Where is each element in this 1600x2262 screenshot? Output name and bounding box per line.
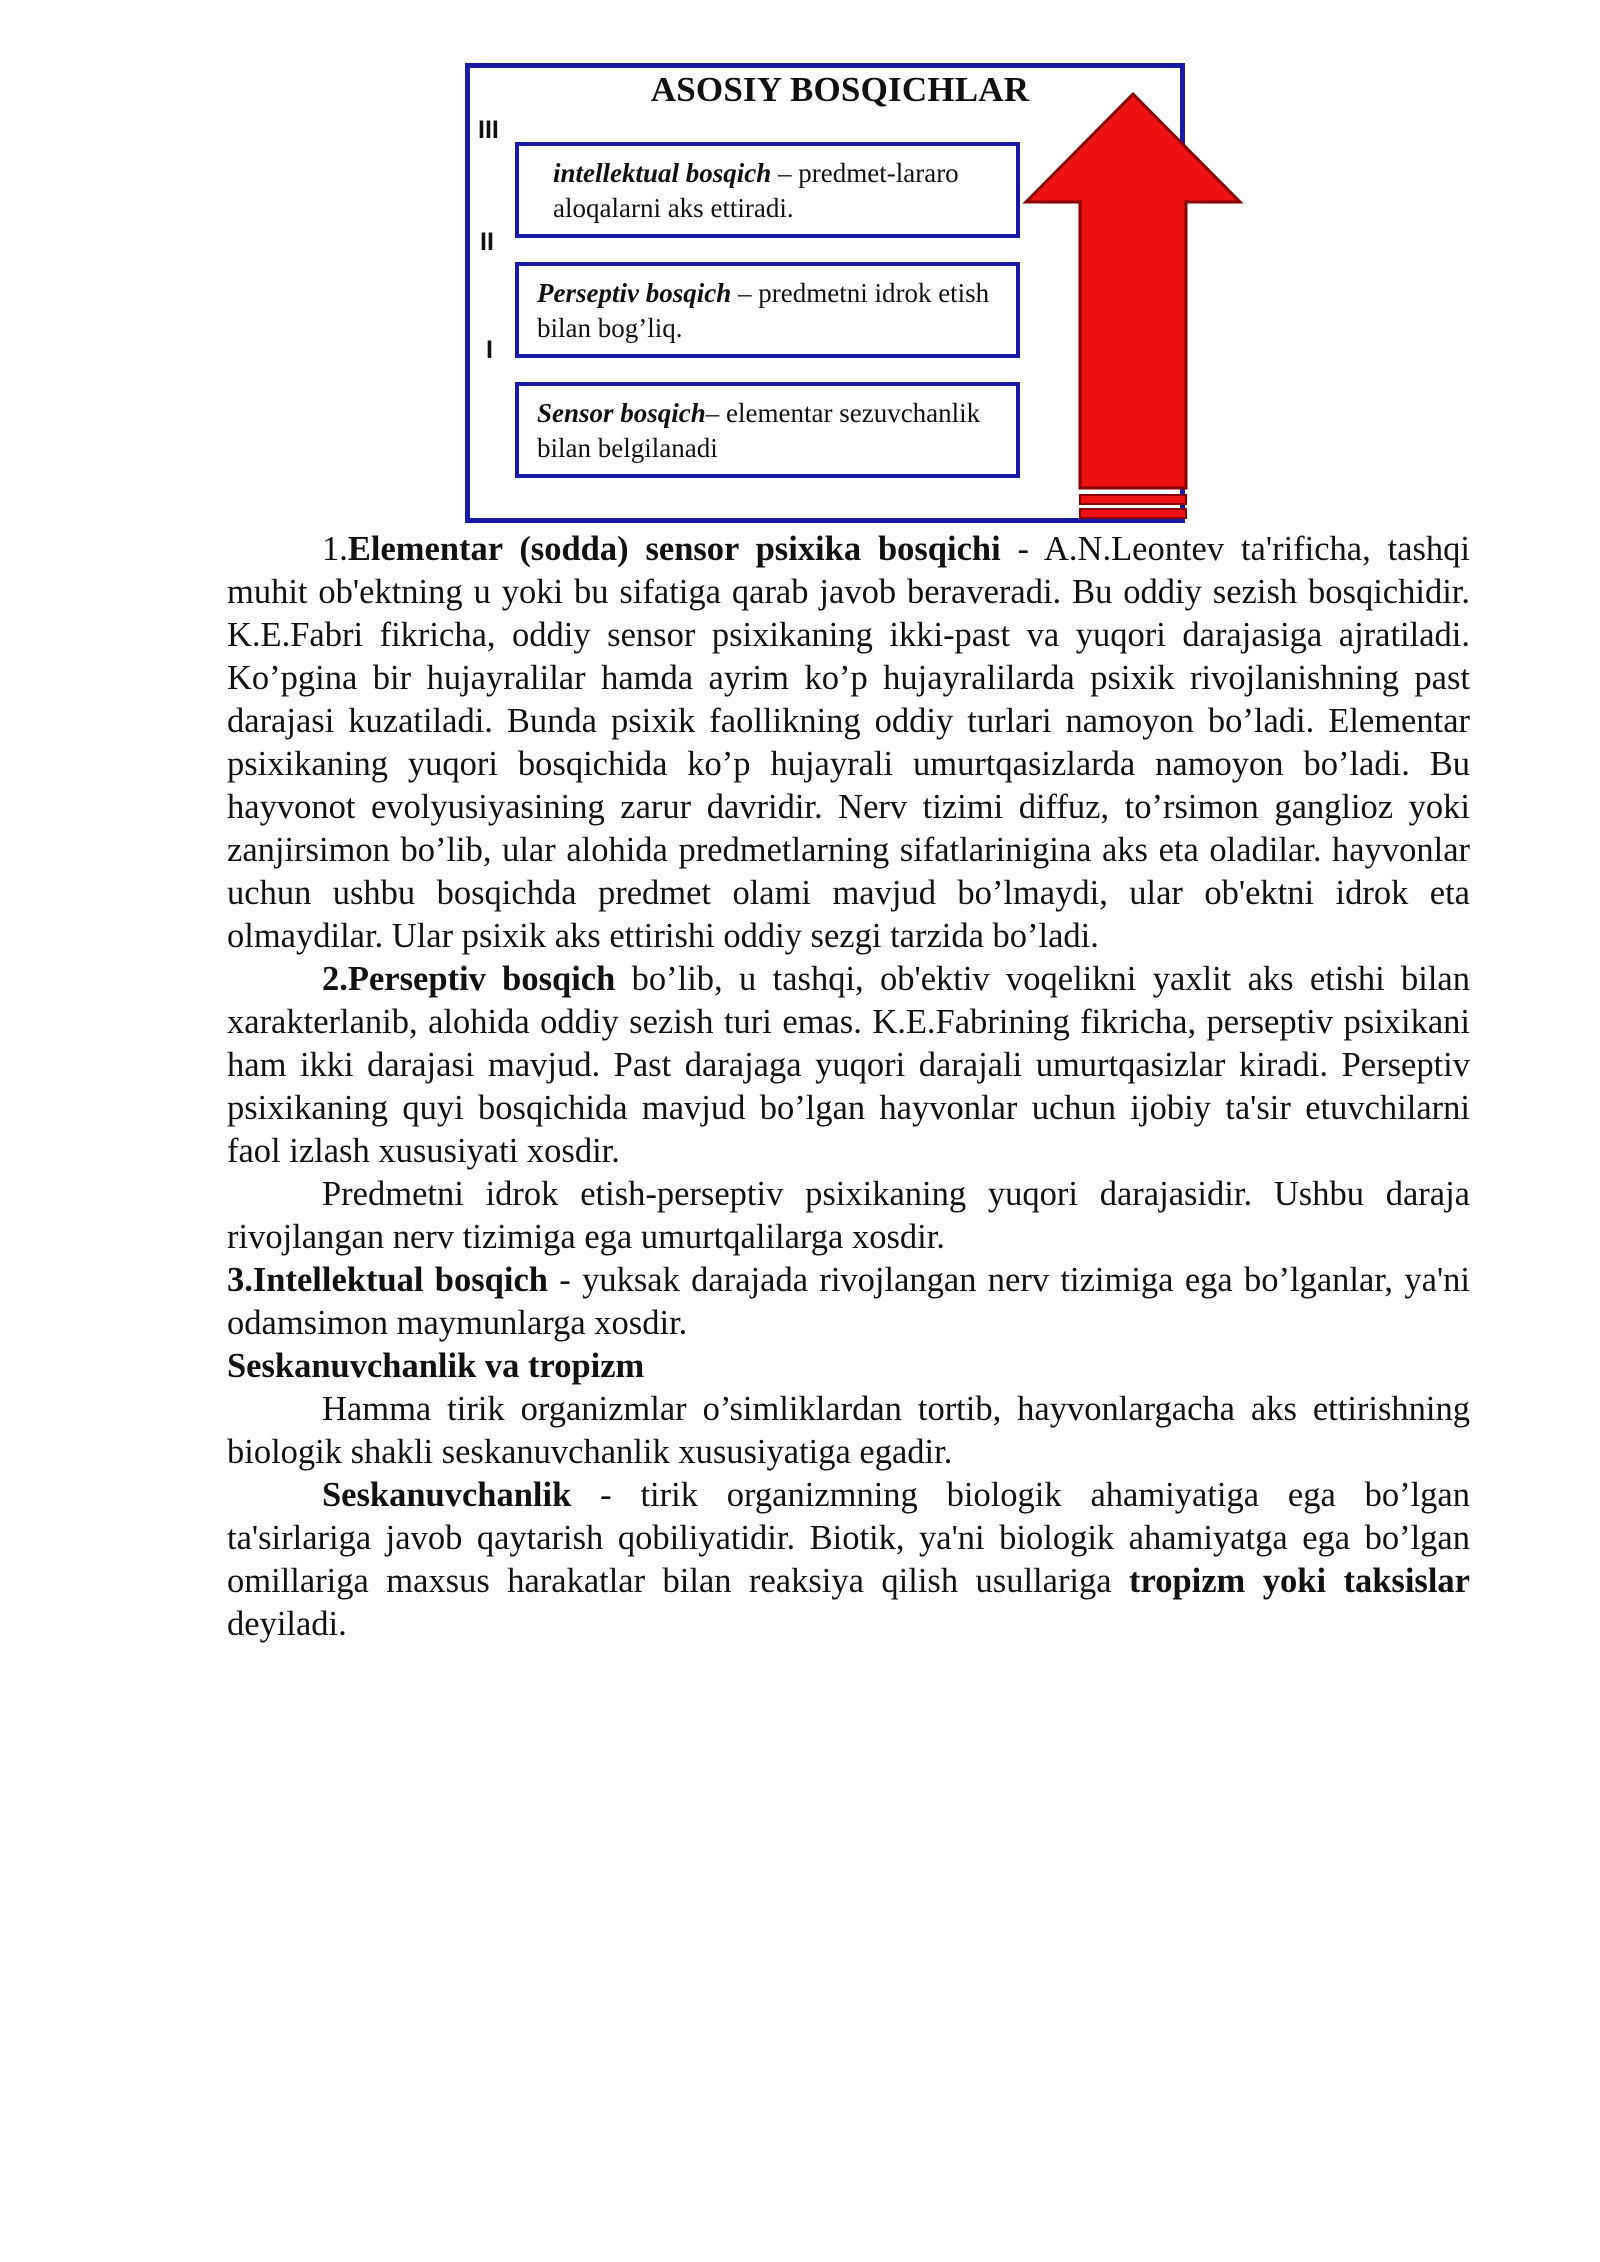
stage-desc: – predmet-lararo aloqalarni aks ettiradi.	[553, 158, 959, 223]
paragraph-irritability-def	[227, 1474, 1470, 1646]
upward-arrow-icon	[1023, 92, 1243, 532]
term-perceptive: 2.Perseptiv bosqich	[322, 960, 616, 998]
paragraph-text: deyiladi.	[227, 1605, 347, 1643]
section-heading: Seskanuvchanlik va tropizm	[227, 1347, 645, 1385]
level-label-3: III	[478, 116, 499, 144]
paragraph-irritability-intro	[227, 1388, 1470, 1474]
stage-term: intellektual bosqich	[553, 158, 772, 188]
stage-desc: – predmetni idrok etish bilan bog’liq.	[537, 278, 990, 343]
diagram-title: ASOSIY BOSQICHLAR	[650, 70, 1030, 109]
stage-box-intellectual	[515, 142, 1020, 238]
term-intellectual: 3.Intellektual bosqich	[227, 1261, 548, 1299]
paragraph-perception-higher	[227, 1173, 1470, 1259]
term-sensor: Elementar (sodda) sensor psixika bosqichi	[347, 530, 1001, 568]
paragraph-text: - tirik organizmning biologik ahamiyatiga ega bo’lgan ta'sirlariga javob qaytarish qobiliyatidir. Biotik, ya'ni biologik ahamiyatga ega bo’lgan omillariga maxsus harakatlar bilan reaksiya qilish usullariga	[227, 1476, 1470, 1600]
level-label-2: II	[480, 228, 494, 256]
paragraph-text: - A.N.Leontev ta'rificha, tashqi muhit ob'ektning u yoki bu sifatiga qarab javob beraveradi. Bu oddiy sezish bosqichidir. K.E.Fabri fikricha, oddiy sensor psixikaning ikki-past va yuqori darajasiga ajratiladi. Ko’pgina bir hujayralilar hamda ayrim ko’p hujayralilarda psixik rivojlanishning past darajasi kuzatiladi. Bunda psixik faollikning oddiy turlari namoyon bo’ladi. Elementar psixikaning yuqori bosqichida ko’p hujayrali umurtqasizlarda namoyon bo’ladi. Bu hayvonot evolyusiyasining zarur davridir. Nerv tizimi diffuz, to’rsimon ganglioz yoki zanjirsimon bo’lib, ular alohida predmetlarning sifatlarinigina aks eta oladilar. hayvonlar uchun ushbu bosqichda predmet olami mavjud bo’lmaydi, ular ob'ektni idrok eta olmaydilar. Ular psixik aks ettirishi oddiy sezgi tarzida bo’ladi.	[227, 530, 1470, 955]
paragraph-text: bo’lib, u tashqi, ob'ektiv voqelikni yaxlit aks etishi bilan xarakterlanib, alohida oddiy sezish turi emas. K.E.Fabrining fikricha, perseptiv psixikani ham ikki darajasi mavjud. Past darajaga yuqori darajali umurtqasizlar kiradi. Perseptiv psixikaning quyi bosqichida mavjud bo’lgan hayvonlar uchun ijobiy ta'sir etuvchilarni faol izlash xususiyati xosdir.	[227, 960, 1470, 1170]
paragraph-number: 1.	[322, 530, 348, 568]
paragraph-text: - yuksak darajada rivojlangan nerv tizimiga ega bo’lganlar, ya'ni odamsimon maymunlarga xosdir.	[227, 1261, 1470, 1342]
paragraph-intellectual-stage	[227, 1259, 1470, 1345]
paragraph-text: Predmetni idrok etish-perseptiv psixikaning yuqori darajasidir. Ushbu daraja rivojlangan nerv tizimiga ega umurtqalilarga xosdir.	[227, 1175, 1470, 1256]
paragraph-sensor-stage	[227, 528, 1470, 958]
term-irritability: Seskanuvchanlik	[322, 1476, 572, 1514]
stage-desc: – elementar sezuvchanlik bilan belgilanadi	[537, 398, 981, 463]
stage-box-sensor	[515, 382, 1020, 478]
stage-term: Sensor bosqich	[537, 398, 706, 428]
stage-box-perceptive	[515, 262, 1020, 358]
stage-term: Perseptiv bosqich	[537, 278, 732, 308]
term-tropism: tropizm yoki taksislar	[1129, 1562, 1470, 1600]
paragraph-text: Hamma tirik organizmlar o’simliklardan tortib, hayvonlargacha aks ettirishning biologik shakli seskanuvchanlik xususiyatiga egadir.	[227, 1390, 1470, 1471]
paragraph-perceptive-stage	[227, 958, 1470, 1173]
level-label-1: I	[486, 336, 493, 364]
document-body	[227, 528, 1470, 1646]
